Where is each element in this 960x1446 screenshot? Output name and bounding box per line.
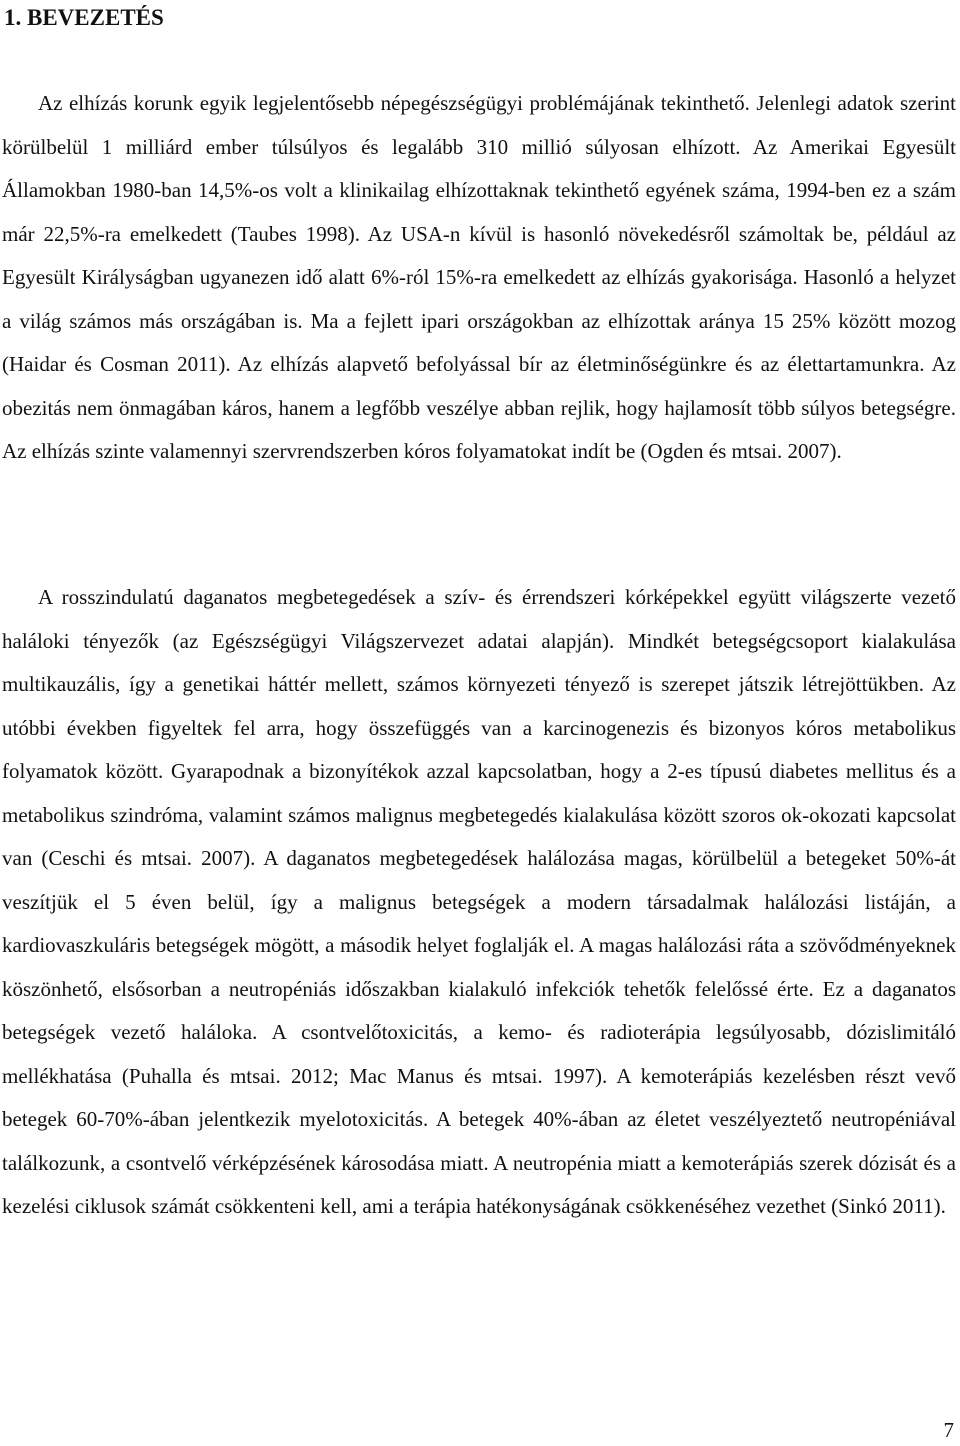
section-heading: 1. BEVEZETÉS	[4, 5, 164, 30]
page-number: 7	[943, 1418, 954, 1442]
paragraph-obesity: Az elhízás korunk egyik legjelentősebb népegészségügyi problémájának tekinthető. Jelenlegi adatok szerint körülbelül 1 milliárd ember túlsúlyos és legalább 310 millió súlyosan elhízott. Az Amerikai Egyesült Államokban 1980-ban 14,5%-os volt a klinikailag elhízottaknak tekinthető egyének száma, 1994-ben ez a szám már 22,5%-ra emelkedett (Taubes 1998). Az USA-n kívül is hasonló növekedésről számoltak be, például az Egyesült Királyságban ugyanezen idő alatt 6%-ról 15%-ra emelkedett az elhízás gyakorisága. Hasonló a helyzet a világ számos más országában is. Ma a fejlett ipari országokban az elhízottak aránya 15 25% között mozog (Haidar és Cosman 2011). Az elhízás alapvető befolyással bír az életminőségünkre és az élettartamunkra. Az obezitás nem önmagában káros, hanem a legfőbb veszélye abban rejlik, hogy hajlamosít több súlyos betegségre. Az elhízás szinte valamennyi szervrendszerben kóros folyamatokat indít be (Ogden és mtsai. 2007).	[2, 91, 956, 463]
paragraph-cancer: A rosszindulatú daganatos megbetegedések a szív- és érrendszeri kórképekkel együtt világszerte vezető haláloki tényezők (az Egészségügyi Világszervezet adatai alapján). Mindkét betegségcsoport kialakulása multikauzális, így a genetikai háttér mellett, számos környezeti tényező is szerepet játszik létrejöttükben. Az utóbbi években figyeltek fel arra, hogy összefüggés van a karcinogenezis és bizonyos kóros metabolikus folyamatok között. Gyarapodnak a bizonyítékok azzal kapcsolatban, hogy a 2-es típusú diabetes mellitus és a metabolikus szindróma, valamint számos malignus megbetegedés kialakulása között szoros ok-okozati kapcsolat van (Ceschi és mtsai. 2007). A daganatos megbetegedések halálozása magas, körülbelül a betegeket 50%-át veszítjük el 5 éven belül, így a malignus betegségek a modern társadalmak halálozási listáján, a kardiovaszkuláris betegségek mögött, a második helyet foglalják el. A magas halálozási ráta a szövődményeknek köszönhető, elsősorban a neutropéniás időszakban kialakuló infekciók tehetők felelőssé érte. Ez a daganatos betegségek vezető haláloka. A csontvelőtoxicitás, a kemo- és radioterápia legsúlyosabb, dózislimitáló mellékhatása (Puhalla és mtsai. 2012; Mac Manus és mtsai. 1997). A kemoterápiás kezelésben részt vevő betegek 60-70%-ában jelentkezik myelotoxicitás. A betegek 40%-ában az életet veszélyeztető neutropéniával találkozunk, a csontvelő vérképzésének károsodása miatt. A neutropénia miatt a kemoterápiás szerek dózisát és a kezelési ciklusok számát csökkenteni kell, ami a terápia hatékonyságának csökkenéséhez vezethet (Sinkó 2011).	[2, 585, 956, 1218]
